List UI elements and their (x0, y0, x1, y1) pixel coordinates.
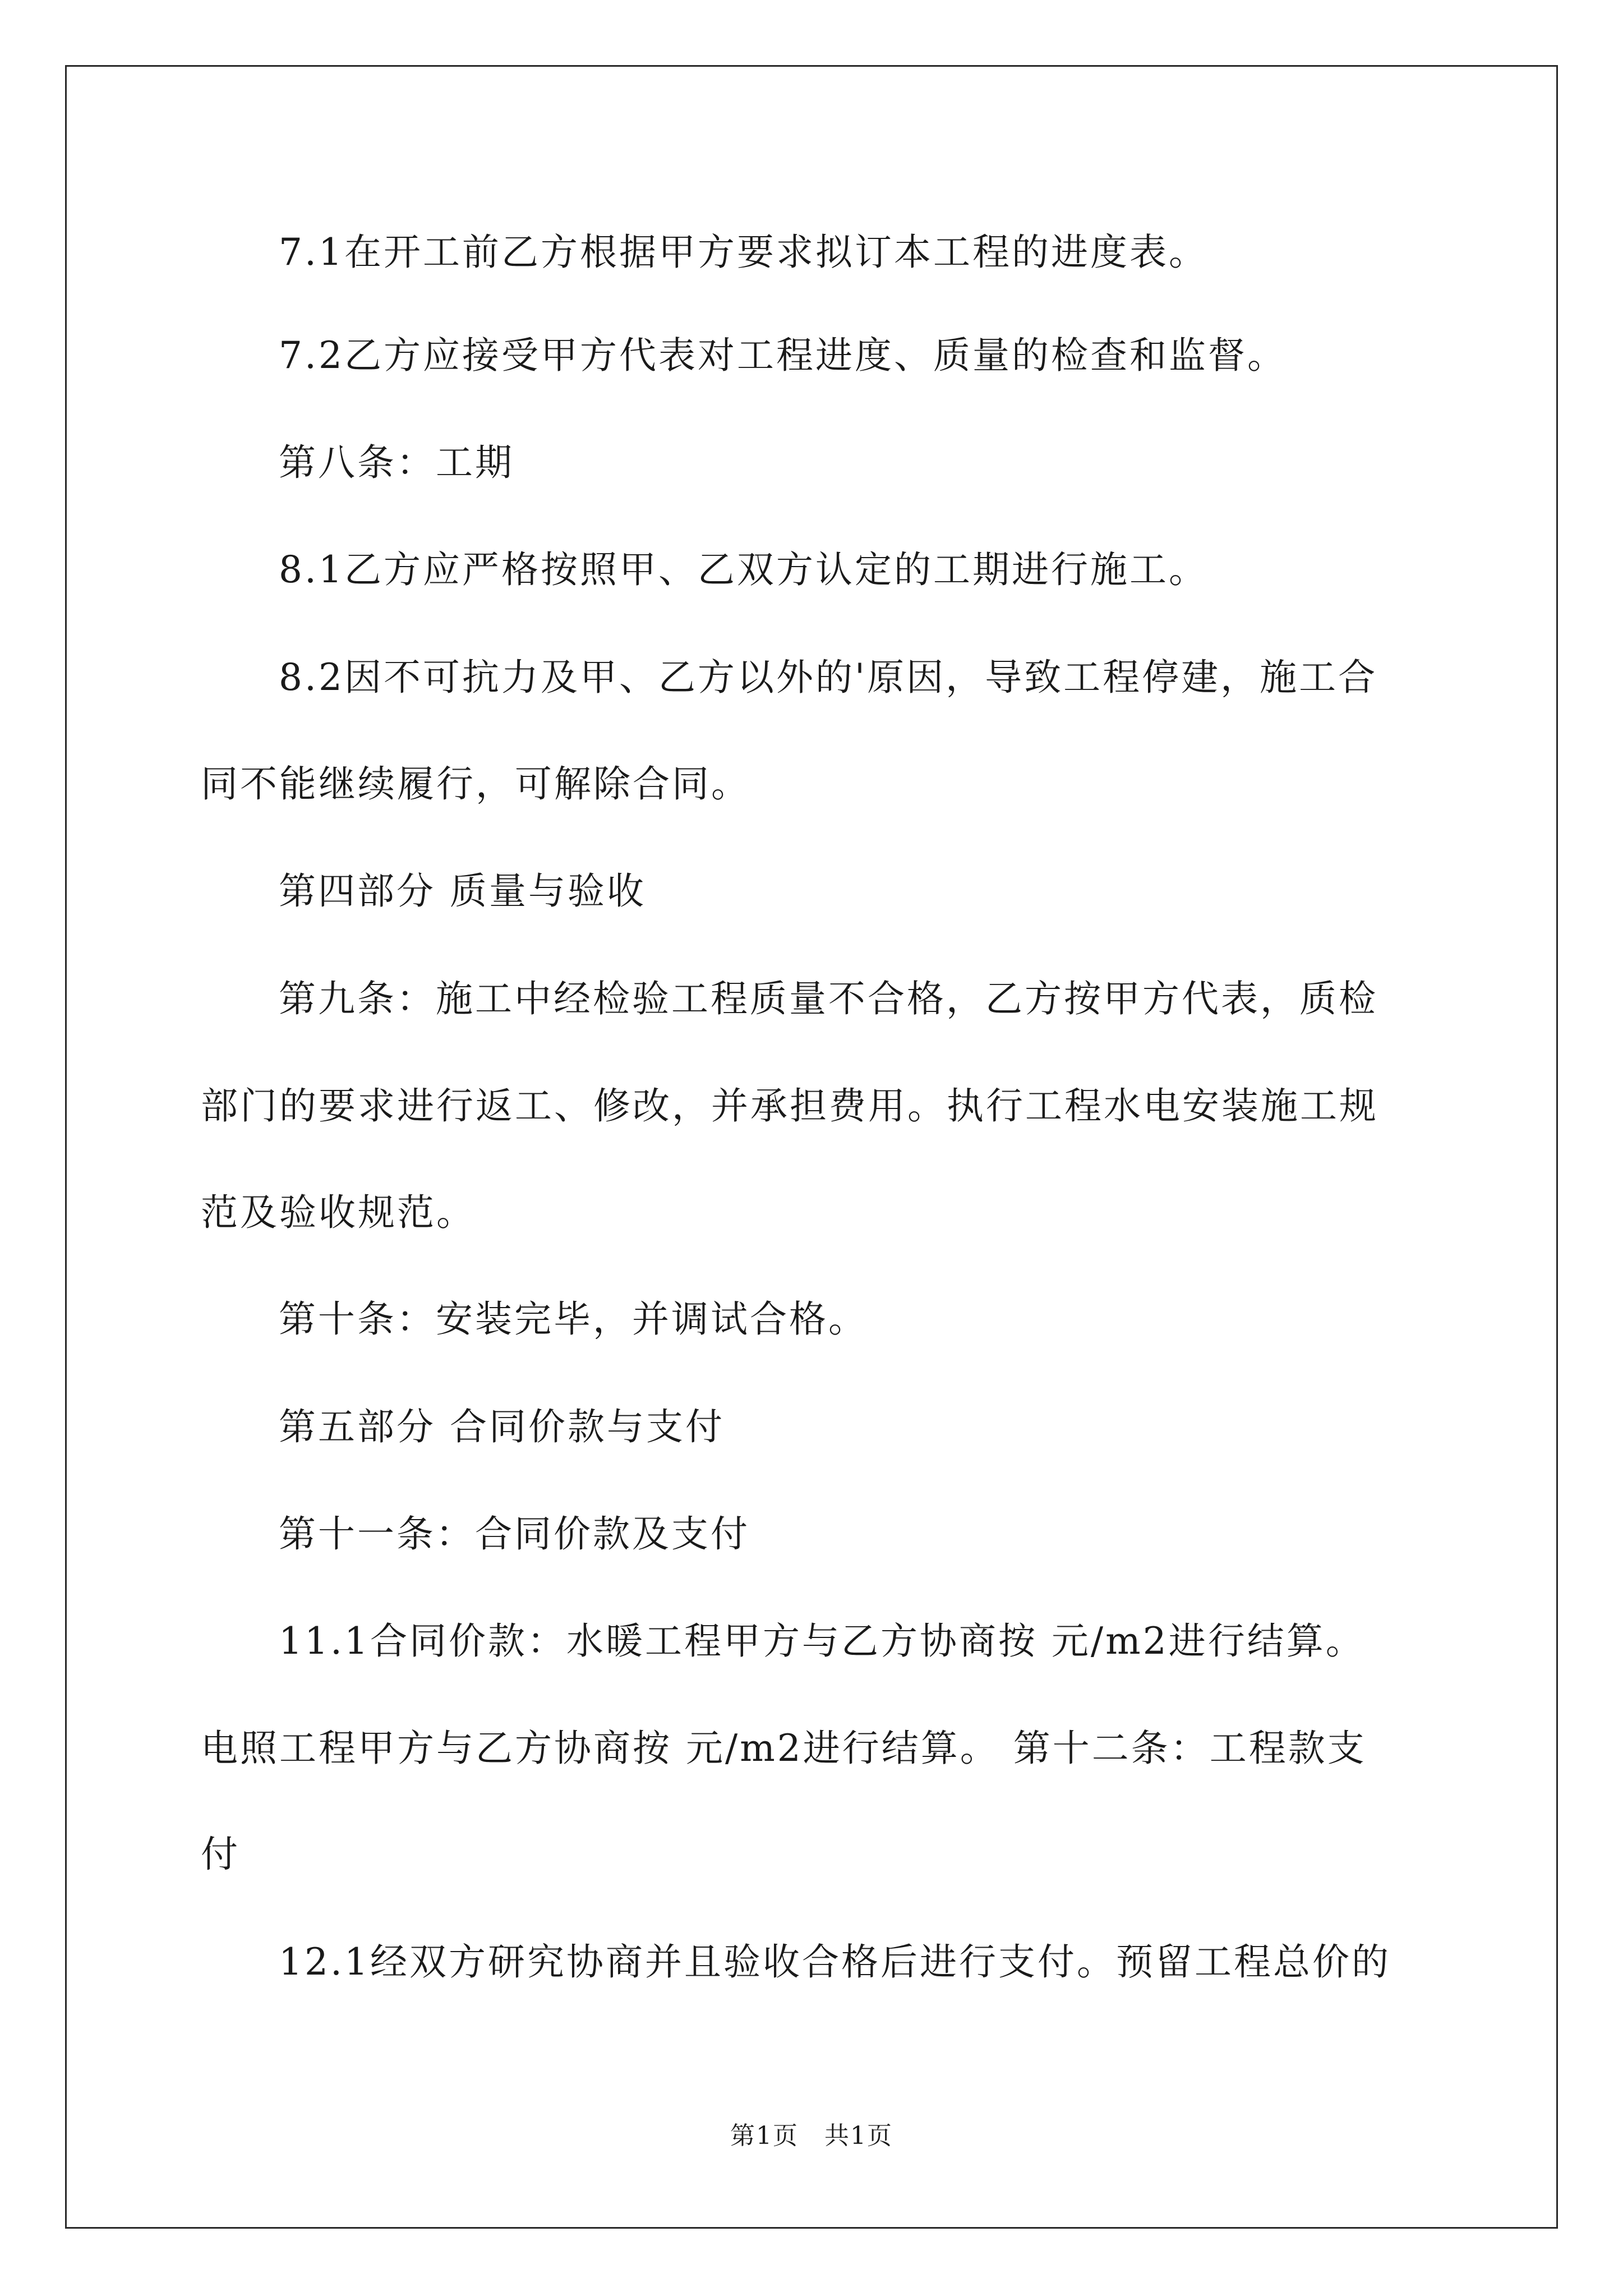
article-10: 第十条：安装完毕，并调试合格。 (279, 1297, 868, 1341)
article-8-heading: 第八条：工期 (279, 441, 514, 484)
paragraph-7-2: 7.2乙方应接受甲方代表对工程进度、质量的检查和监督。 (279, 334, 1287, 377)
article-11-heading: 第十一条：合同价款及支付 (279, 1512, 750, 1556)
paragraph-11-1-line-3: 付 (201, 1833, 240, 1876)
paragraph-8-1: 8.1乙方应严格按照甲、乙双方认定的工期进行施工。 (279, 548, 1208, 591)
paragraph-11-1-line-2: 电照工程甲方与乙方协商按 元/m2进行结算。 第十二条：工程款支 (201, 1727, 1367, 1770)
paragraph-12-1: 12.1经双方研究协商并且验收合格后进行支付。预留工程总价的 (279, 1940, 1391, 1984)
paragraph-8-2-line-1: 8.2因不可抗力及甲、乙方以外的'原因，导致工程停建，施工合 (279, 656, 1378, 699)
paragraph-7-1: 7.1在开工前乙方根据甲方要求拟订本工程的进度表。 (279, 231, 1208, 274)
page-footer: 第1页 共1页 (730, 2122, 893, 2150)
page-border (65, 65, 1558, 2229)
article-9-line-2: 部门的要求进行返工、修改，并承担费用。执行工程水电安装施工规 (201, 1084, 1378, 1128)
part-5-heading: 第五部分 合同价款与支付 (279, 1405, 725, 1448)
article-9-line-1: 第九条：施工中经检验工程质量不合格，乙方按甲方代表，质检 (279, 977, 1378, 1020)
paragraph-8-2-line-2: 同不能继续履行，可解除合同。 (201, 762, 750, 806)
article-9-line-3: 范及验收规范。 (201, 1191, 476, 1234)
part-4-heading: 第四部分 质量与验收 (279, 869, 646, 913)
paragraph-11-1-line-1: 11.1合同价款：水暖工程甲方与乙方协商按 元/m2进行结算。 (279, 1619, 1365, 1663)
